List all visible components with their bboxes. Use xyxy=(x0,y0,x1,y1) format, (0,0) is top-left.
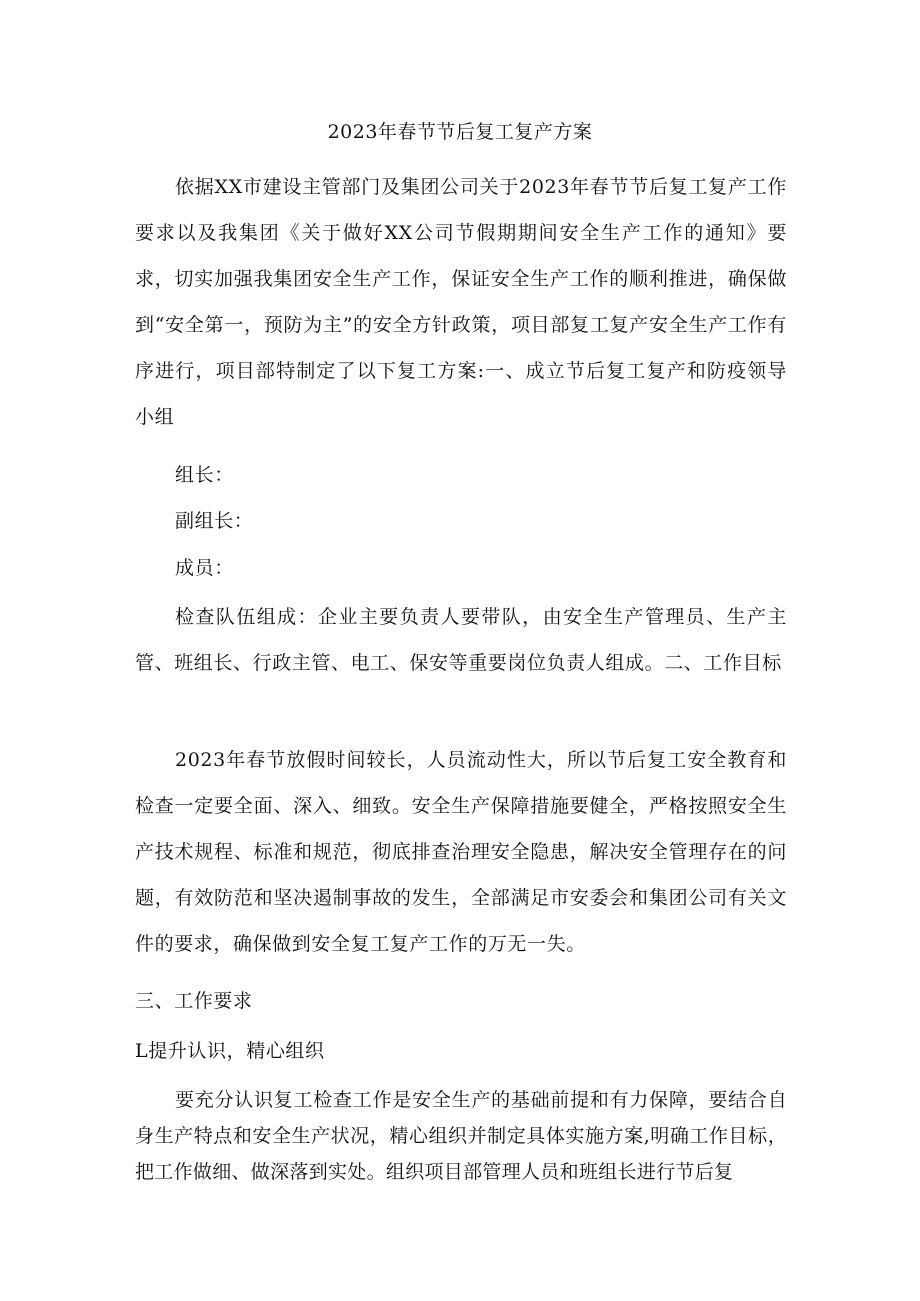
subheading-awareness-organization: L提升认识，精心组织 xyxy=(135,1040,325,1062)
section-heading-work-requirements: 三、工作要求 xyxy=(135,990,253,1012)
paragraph-leader: 组长： xyxy=(175,464,234,486)
paragraph-basis: 依据XX市建设主管部门及集团公司关于2023年春节节后复工复产工作要求以及我集团《关于做好XX公司节假期期间安全生产工作的通知》要求，切实加强我集团安全生产工作，保证安全生产工作的顺利推进，确保做到“安全第一，预防为主”的安全方针政策，项目部复工复产安全生产工作有序进行，项目部特制定了以下复工方案:一、成立节后复工复产和防疫领导小组 xyxy=(135,176,787,428)
paragraph-members: 成员： xyxy=(175,557,234,579)
paragraph-work-goal: 2023年春节放假时间较长，人员流动性大，所以节后复工安全教育和检查一定要全面、深入、细致。安全生产保障措施要健全，严格按照安全生产技术规程、标准和规范，彻底排查治理安全隐患，解决安全管理存在的问题，有效防范和坚决遏制事故的发生，全部满足市安委会和集团公司有关文件的要求，确保做到安全复工复产工作的万无一失。 xyxy=(135,749,787,955)
paragraph-deputy-leader: 副组长： xyxy=(175,510,254,532)
paragraph-inspection-team: 检查队伍组成：企业主要负责人要带队，由安全生产管理员、生产主管、班组长、行政主管、电工、保安等重要岗位负责人组成。二、工作目标 xyxy=(135,606,787,674)
document-title: 2023年春节节后复工复产方案 xyxy=(327,121,593,143)
paragraph-awareness-detail: 要充分认识复工检查工作是安全生产的基础前提和有力保障，要结合自身生产特点和安全生产状况，精心组织并制定具体实施方案,明确工作目标，把工作做细、做深落到实处。组织项目部管理人员和班组长进行节后复 xyxy=(135,1089,787,1183)
